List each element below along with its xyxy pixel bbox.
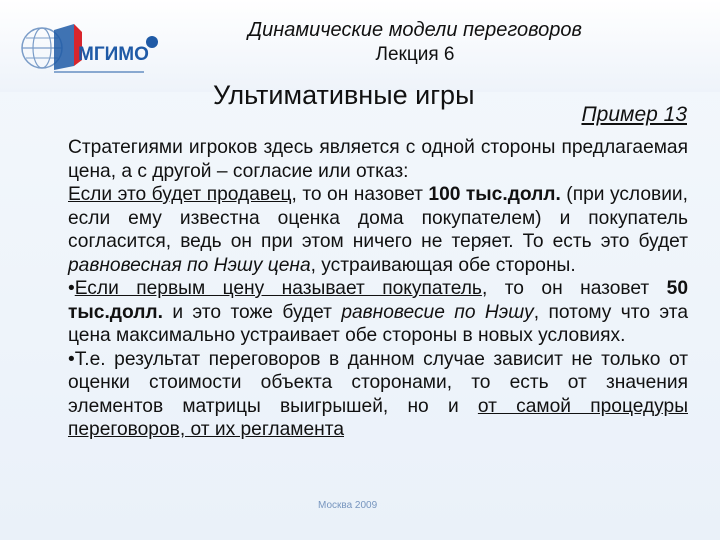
- paragraph-2: Если это будет продавец, то он назовет 100 тыс.долл. (при условии, если ему известна оценка дома покупателем) и покупатель согласится, ведь он при этом ничего не теряет. То есть это будет равновесная по Нэшу цена, устраивающая обе стороны.: [68, 184, 688, 276]
- mgimo-logo: [14, 14, 164, 82]
- header-title: Динамические модели переговоров: [248, 19, 582, 41]
- header-subtitle: Лекция 6: [375, 44, 455, 65]
- slide-title: Ультимативные игры: [213, 80, 475, 110]
- body-text: [68, 136, 688, 442]
- paragraph-1: Стратегиями игроков здесь является с одной стороны предлагаемая цена, а с другой – согласие или отказ:: [68, 137, 688, 182]
- logo-text: МГИМО: [78, 44, 149, 65]
- example-label: Пример 13: [581, 103, 687, 126]
- paragraph-3: •Если первым цену называет покупатель, то он назовет 50 тыс.долл. и это тоже будет равновесие по Нэшу, потому что эта цена максимально устраивает обе стороны в новых условиях.: [68, 278, 689, 346]
- footer-text: Москва 2009: [318, 500, 378, 511]
- paragraph-4: •Т.е. результат переговоров в данном случае зависит не только от оценки стоимости объекта сторонами, то есть от значения элементов матрицы выигрышей, но и от самой процедуры переговоров, от их регламента: [68, 348, 688, 440]
